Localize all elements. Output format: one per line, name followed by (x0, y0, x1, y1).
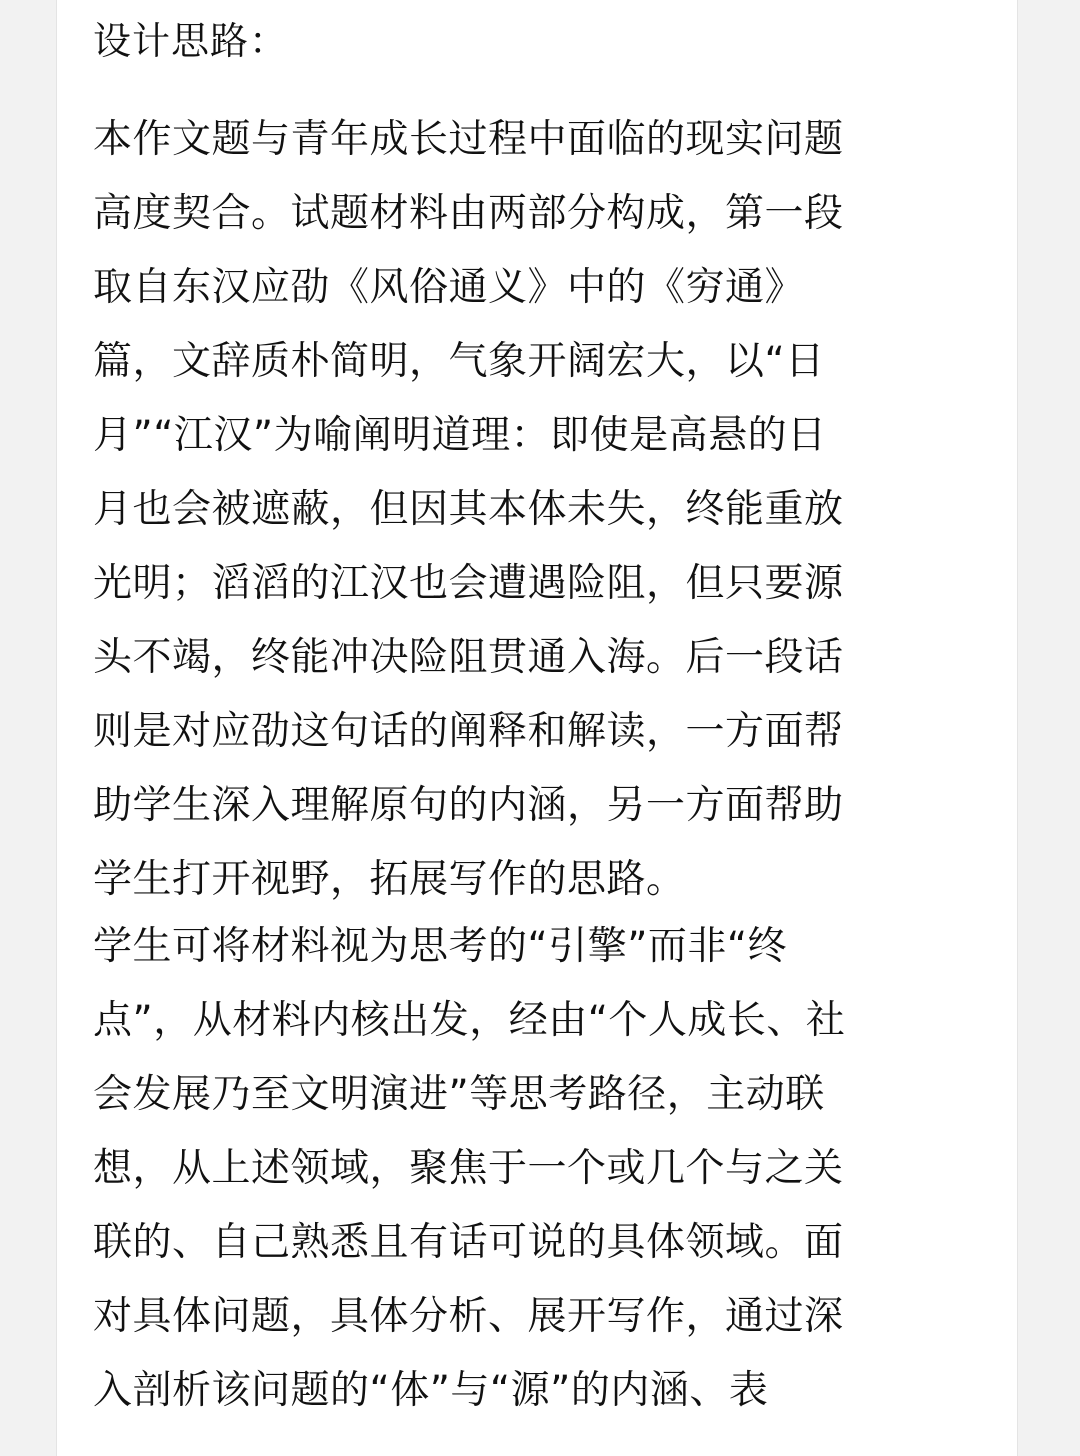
text-line: 月也会被遮蔽，但因其本体未失，终能重放 (93, 487, 844, 532)
text-line: 月”“江汉”为喻阐明道理：即使是高悬的日 (93, 413, 827, 458)
text-line: 光明；滔滔的江汉也会遭遇险阻，但只要源 (93, 561, 844, 606)
document-page (56, 0, 1018, 1456)
text-line: 高度契合。试题材料由两部分构成，第一段 (93, 191, 844, 236)
text-line: 篇，文辞质朴简明，气象开阔宏大，以“日 (93, 339, 825, 384)
text-line: 本作文题与青年成长过程中面临的现实问题 (93, 117, 844, 162)
text-line: 头不竭，终能冲决险阻贯通入海。后一段话 (93, 635, 844, 680)
paragraph-student-approach (93, 910, 845, 1428)
section-heading: 设计思路： (93, 19, 289, 63)
text-line: 学生打开视野，拓展写作的思路。 (93, 857, 686, 902)
text-line: 对具体问题，具体分析、展开写作，通过深 (93, 1294, 844, 1339)
text-line: 想，从上述领域，聚焦于一个或几个与之关 (93, 1146, 844, 1191)
text-line: 学生可将材料视为思考的“引擎”而非“终 (93, 924, 788, 969)
text-line: 取自东汉应劭《风俗通义》中的《穷通》 (93, 265, 805, 310)
paragraph-design-idea (93, 103, 844, 917)
text-line: 入剖析该问题的“体”与“源”的内涵、表 (93, 1368, 769, 1413)
text-line: 会发展乃至文明演进”等思考路径，主动联 (93, 1072, 825, 1117)
text-line: 点”，从材料内核出发，经由“个人成长、社 (93, 998, 846, 1043)
text-line: 则是对应劭这句话的阐释和解读，一方面帮 (93, 709, 844, 754)
text-line: 联的、自己熟悉且有话可说的具体领域。面 (93, 1220, 844, 1265)
text-line: 助学生深入理解原句的内涵，另一方面帮助 (93, 783, 844, 828)
